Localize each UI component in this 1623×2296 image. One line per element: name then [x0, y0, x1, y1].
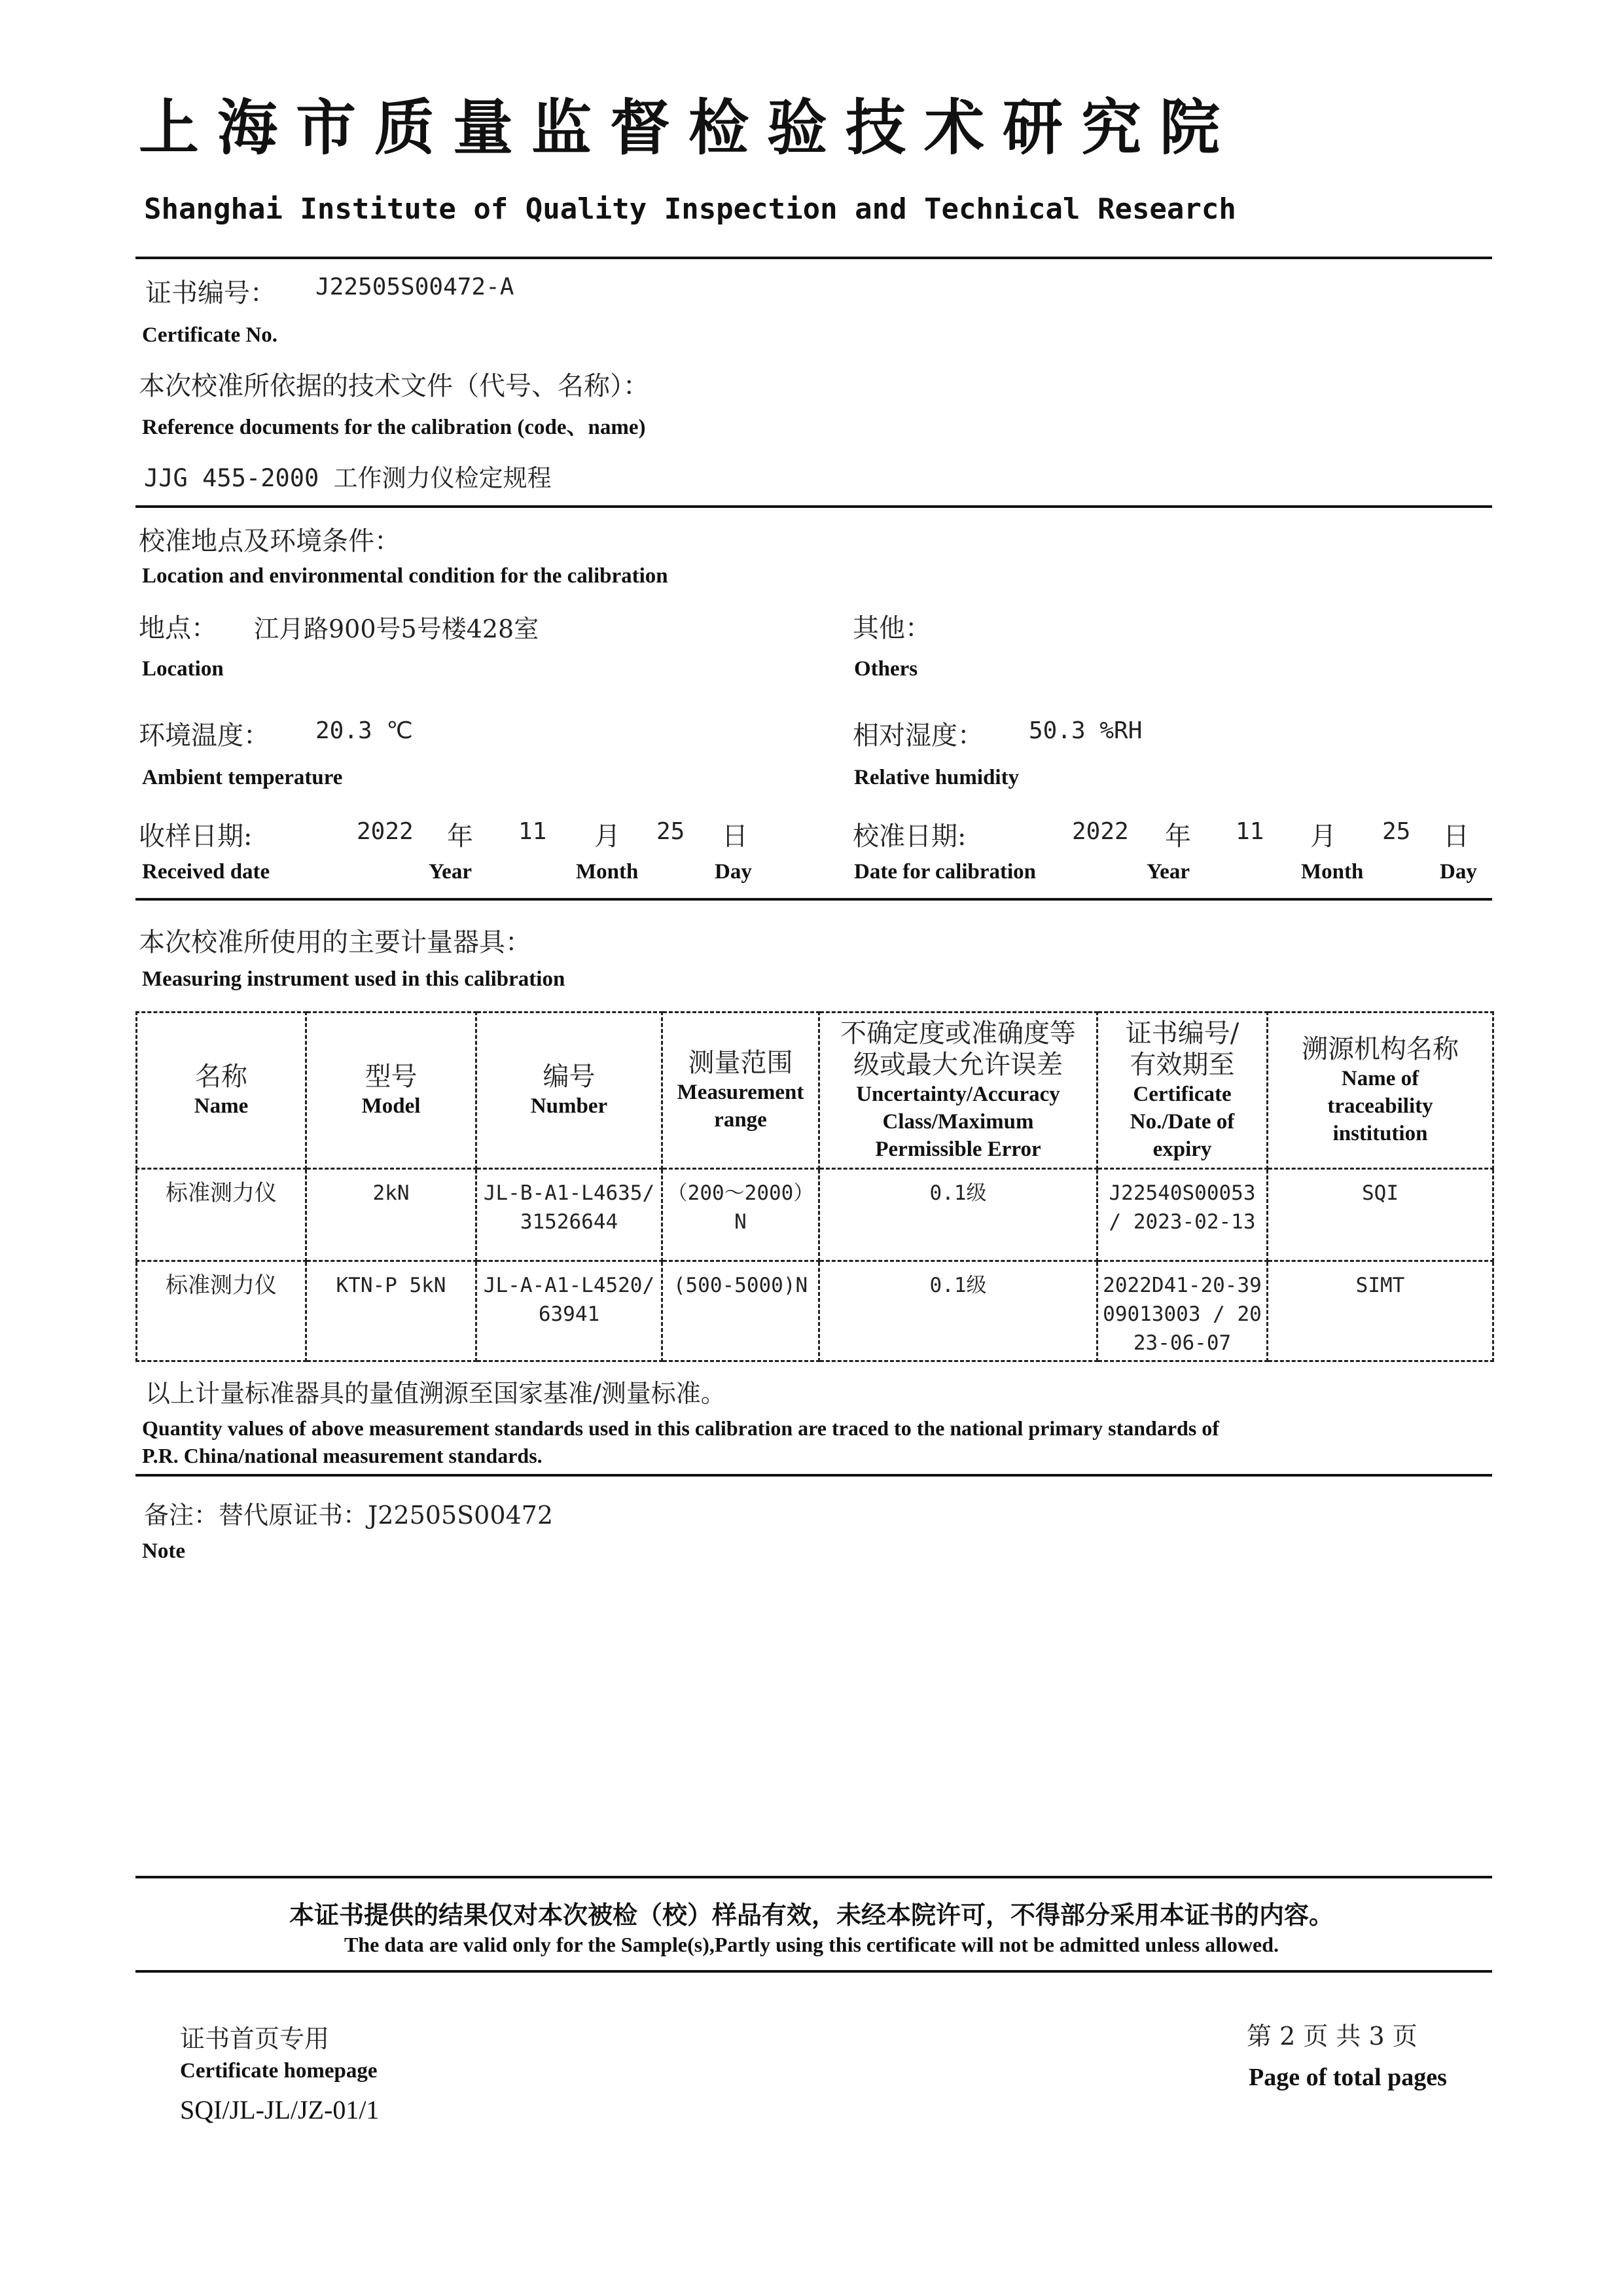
column-header-uncertainty: 不确定度或准确度等级或最大允许误差 Uncertainty/Accuracy Class/Maximum Permissible Error: [819, 1013, 1097, 1169]
others-label-en: Others: [854, 657, 918, 681]
cell-name: 标准测力仪: [137, 1261, 306, 1361]
environment-heading: 校准地点及环境条件：: [139, 526, 401, 556]
homepage-label-en: Certificate homepage: [180, 2059, 378, 2083]
cell-name: 标准测力仪: [137, 1169, 306, 1261]
cell-number: JL-A-A1-L4520/63941: [476, 1261, 662, 1361]
received-year: 2022: [357, 818, 414, 845]
divider: [135, 1970, 1492, 1973]
column-header-range: 测量范围 Measurement range: [662, 1013, 819, 1169]
page-indicator-cn: 第 2 页 共 3 页: [1247, 2022, 1418, 2051]
note-text: 备注：替代原证书：J22505S00472: [144, 1501, 554, 1530]
calibration-year-unit-en: Year: [1147, 860, 1190, 884]
cell-uncertainty: 0.1级: [819, 1261, 1097, 1361]
received-month-unit: 月: [594, 821, 620, 852]
reference-label: 本次校准所依据的技术文件（代号、名称）：: [139, 371, 649, 401]
traceability-statement-en-line2: P.R. China/national measurement standards.: [142, 1444, 543, 1467]
cell-range: （200～2000）N: [662, 1169, 819, 1261]
disclaimer-en: The data are valid only for the Sample(s),Partly using this certificate will not be admitted unless allowed.: [344, 1933, 1279, 1956]
page-indicator-en: Page of total pages: [1249, 2064, 1447, 2091]
institute-name-en: Shanghai Institute of Quality Inspection and Technical Research: [144, 192, 1236, 226]
column-header-name: 名称 Name: [137, 1013, 306, 1169]
cell-uncertainty: 0.1级: [819, 1169, 1097, 1261]
reference-label-en: Reference documents for the calibration (code、name): [142, 416, 646, 439]
form-code: SQI/JL-JL/JZ-01/1: [180, 2095, 380, 2125]
humidity-label: 相对湿度：: [853, 721, 984, 751]
received-date-label-en: Received date: [142, 860, 270, 884]
divider: [135, 505, 1492, 508]
column-header-certificate: 证书编号/有效期至 Certificate No./Date of expiry: [1097, 1013, 1268, 1169]
location-label-en: Location: [142, 657, 224, 681]
calibration-day-unit-en: Day: [1440, 860, 1477, 884]
humidity-label-en: Relative humidity: [854, 766, 1020, 789]
temperature-label-en: Ambient temperature: [142, 766, 343, 789]
certificate-no-label-en: Certificate No.: [142, 323, 278, 347]
received-year-unit: 年: [447, 821, 473, 852]
divider: [135, 1474, 1492, 1477]
certificate-no-label: 证书编号：: [145, 278, 276, 308]
calibration-day-unit: 日: [1443, 821, 1469, 852]
instruments-heading-en: Measuring instrument used in this calibration: [142, 967, 565, 991]
calibration-month: 11: [1236, 818, 1264, 845]
calibration-date-label-en: Date for calibration: [854, 860, 1037, 884]
instruments-table: [135, 1011, 1494, 1362]
calibration-year-unit: 年: [1165, 821, 1191, 852]
received-day-unit-en: Day: [715, 860, 752, 884]
disclaimer-cn: 本证书提供的结果仅对本次被检（校）样品有效，未经本院许可，不得部分采用本证书的内容。: [289, 1901, 1334, 1929]
cell-model: 2kN: [306, 1169, 476, 1261]
divider: [135, 257, 1492, 259]
cell-number: JL-B-A1-L4635/31526644: [476, 1169, 662, 1261]
calibration-year: 2022: [1072, 818, 1129, 845]
divider: [135, 1876, 1492, 1878]
received-year-unit-en: Year: [429, 860, 472, 884]
reference-value: JJG 455-2000 工作测力仪检定规程: [144, 464, 552, 492]
cell-institution: SIMT: [1268, 1261, 1493, 1361]
received-month-unit-en: Month: [576, 860, 639, 884]
temperature-label: 环境温度：: [139, 721, 270, 751]
certificate-no-value: J22505S00472-A: [315, 274, 514, 300]
received-day-unit: 日: [722, 821, 748, 852]
traceability-statement-en-line1: Quantity values of above measurement standards used in this calibration are traced to the national primary standards of: [142, 1416, 1219, 1440]
cell-institution: SQI: [1268, 1169, 1493, 1261]
cell-range: (500-5000)N: [662, 1261, 819, 1361]
table-row: [137, 1169, 1493, 1261]
calibration-month-unit-en: Month: [1301, 860, 1364, 884]
calibration-day: 25: [1382, 818, 1411, 845]
column-header-number: 编号 Number: [476, 1013, 662, 1169]
calibration-month-unit: 月: [1310, 821, 1336, 852]
temperature-value: 20.3 ℃: [315, 717, 413, 744]
others-label: 其他：: [853, 613, 931, 643]
location-value: 江月路900号5号楼428室: [254, 615, 539, 643]
traceability-statement-cn: 以上计量标准器具的量值溯源至国家基准/测量标准。: [145, 1379, 726, 1408]
column-header-institution: 溯源机构名称 Name of traceability institution: [1268, 1013, 1493, 1169]
column-header-model: 型号 Model: [306, 1013, 476, 1169]
institute-name-cn: 上海市质量监督检验技术研究院: [139, 93, 1239, 163]
instruments-heading: 本次校准所使用的主要计量器具：: [139, 927, 531, 958]
divider: [135, 898, 1492, 901]
homepage-label-cn: 证书首页专用: [180, 2024, 330, 2053]
cell-certificate: 2022D41-20-3909013003 / 2023-06-07: [1097, 1261, 1268, 1361]
location-label: 地点：: [139, 613, 217, 643]
received-day: 25: [656, 818, 685, 845]
received-date-label: 收样日期:: [139, 821, 253, 852]
calibration-date-label: 校准日期:: [853, 821, 967, 852]
table-row: [137, 1261, 1493, 1361]
cell-certificate: J22540S00053 / 2023-02-13: [1097, 1169, 1268, 1261]
received-month: 11: [518, 818, 547, 845]
environment-heading-en: Location and environmental condition for the calibration: [142, 564, 668, 588]
humidity-value: 50.3 %RH: [1029, 717, 1143, 744]
table-header-row: [137, 1013, 1493, 1169]
cell-model: KTN-P 5kN: [306, 1261, 476, 1361]
note-label-en: Note: [142, 1539, 185, 1563]
